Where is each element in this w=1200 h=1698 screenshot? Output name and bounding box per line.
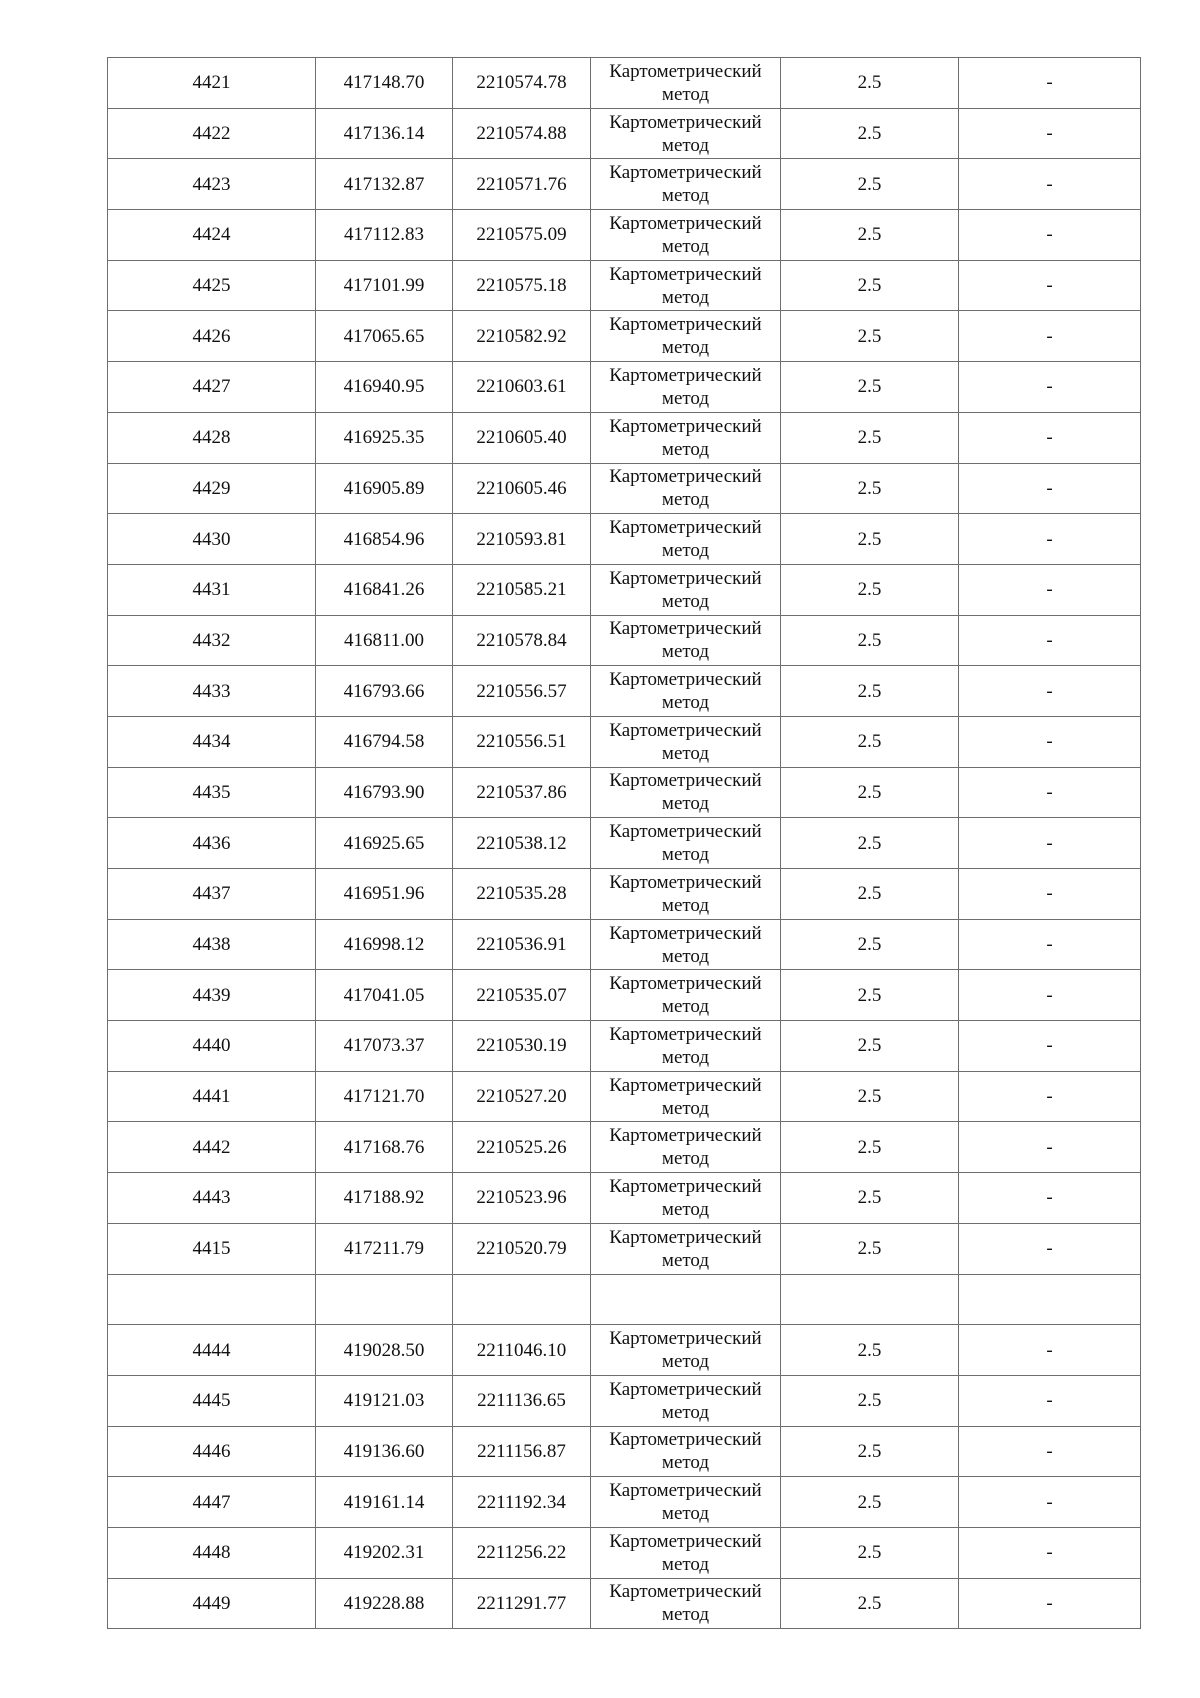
method-line-2: метод <box>661 1148 710 1170</box>
point-number-cell: 4421 <box>108 58 316 109</box>
table-row <box>108 919 1141 970</box>
empty-cell <box>108 1274 316 1325</box>
y-coordinate-cell: 2211291.77 <box>453 1578 591 1629</box>
note-cell: - <box>959 412 1141 463</box>
table-row <box>108 1122 1141 1173</box>
accuracy-cell: 2.5 <box>781 1426 959 1477</box>
point-number-cell: 4444 <box>108 1325 316 1376</box>
separator-row <box>108 1274 1141 1325</box>
table-row <box>108 1021 1141 1072</box>
y-coordinate-cell: 2211256.22 <box>453 1527 591 1578</box>
method-line-1: Картометрический <box>609 1328 762 1350</box>
method-line-2: метод <box>661 641 710 663</box>
method-line-1: Картометрический <box>609 1530 762 1552</box>
note-cell: - <box>959 463 1141 514</box>
method-line-1: Картометрический <box>609 567 762 589</box>
coordinates-table <box>107 57 1141 1629</box>
method-cell <box>591 463 781 514</box>
note-cell: - <box>959 159 1141 210</box>
method-line-1: Картометрический <box>609 770 762 792</box>
point-number-cell: 4449 <box>108 1578 316 1629</box>
method-line-1: Картометрический <box>609 1226 762 1248</box>
y-coordinate-cell: 2210536.91 <box>453 919 591 970</box>
x-coordinate-cell: 417132.87 <box>316 159 453 210</box>
accuracy-cell: 2.5 <box>781 514 959 565</box>
method-line-2: метод <box>661 438 710 460</box>
table-row <box>108 818 1141 869</box>
table-row <box>108 108 1141 159</box>
y-coordinate-cell: 2211046.10 <box>453 1325 591 1376</box>
method-line-2: метод <box>661 540 710 562</box>
point-number-cell: 4448 <box>108 1527 316 1578</box>
x-coordinate-cell: 417121.70 <box>316 1071 453 1122</box>
method-line-2: метод <box>661 945 710 967</box>
note-cell: - <box>959 818 1141 869</box>
point-number-cell: 4443 <box>108 1173 316 1224</box>
accuracy-cell: 2.5 <box>781 108 959 159</box>
note-cell: - <box>959 666 1141 717</box>
y-coordinate-cell: 2210605.40 <box>453 412 591 463</box>
method-line-1: Картометрический <box>609 1480 762 1502</box>
y-coordinate-cell: 2210578.84 <box>453 615 591 666</box>
y-coordinate-cell: 2211156.87 <box>453 1426 591 1477</box>
method-cell <box>591 1071 781 1122</box>
y-coordinate-cell: 2210535.28 <box>453 869 591 920</box>
method-line-1: Картометрический <box>609 314 762 336</box>
x-coordinate-cell: 417188.92 <box>316 1173 453 1224</box>
point-number-cell: 4423 <box>108 159 316 210</box>
method-line-1: Картометрический <box>609 466 762 488</box>
method-line-1: Картометрический <box>609 517 762 539</box>
x-coordinate-cell: 417168.76 <box>316 1122 453 1173</box>
note-cell: - <box>959 362 1141 413</box>
accuracy-cell: 2.5 <box>781 260 959 311</box>
table-row <box>108 666 1141 717</box>
accuracy-cell: 2.5 <box>781 1527 959 1578</box>
table-row <box>108 716 1141 767</box>
table-row <box>108 1223 1141 1274</box>
method-cell <box>591 818 781 869</box>
method-cell <box>591 1375 781 1426</box>
method-cell <box>591 362 781 413</box>
table-row <box>108 412 1141 463</box>
note-cell: - <box>959 1071 1141 1122</box>
method-line-1: Картометрический <box>609 1125 762 1147</box>
point-number-cell: 4439 <box>108 970 316 1021</box>
table-row <box>108 1071 1141 1122</box>
method-line-2: метод <box>661 996 710 1018</box>
table-row <box>108 1477 1141 1528</box>
note-cell: - <box>959 1122 1141 1173</box>
method-line-2: метод <box>661 1097 710 1119</box>
y-coordinate-cell: 2210582.92 <box>453 311 591 362</box>
method-line-1: Картометрический <box>609 1023 762 1045</box>
note-cell: - <box>959 1578 1141 1629</box>
table-row <box>108 1527 1141 1578</box>
point-number-cell: 4433 <box>108 666 316 717</box>
method-line-2: метод <box>661 1553 710 1575</box>
y-coordinate-cell: 2211136.65 <box>453 1375 591 1426</box>
method-line-1: Картометрический <box>609 263 762 285</box>
note-cell: - <box>959 1426 1141 1477</box>
point-number-cell: 4435 <box>108 767 316 818</box>
table-row <box>108 1325 1141 1376</box>
method-cell <box>591 108 781 159</box>
x-coordinate-cell: 417101.99 <box>316 260 453 311</box>
method-line-2: метод <box>661 894 710 916</box>
point-number-cell: 4415 <box>108 1223 316 1274</box>
note-cell: - <box>959 919 1141 970</box>
x-coordinate-cell: 419228.88 <box>316 1578 453 1629</box>
x-coordinate-cell: 419028.50 <box>316 1325 453 1376</box>
accuracy-cell: 2.5 <box>781 767 959 818</box>
x-coordinate-cell: 416854.96 <box>316 514 453 565</box>
point-number-cell: 4437 <box>108 869 316 920</box>
x-coordinate-cell: 417148.70 <box>316 58 453 109</box>
method-cell <box>591 1021 781 1072</box>
x-coordinate-cell: 416905.89 <box>316 463 453 514</box>
empty-cell <box>781 1274 959 1325</box>
method-line-2: метод <box>661 1198 710 1220</box>
method-line-1: Картометрический <box>609 871 762 893</box>
method-line-1: Картометрический <box>609 973 762 995</box>
x-coordinate-cell: 417211.79 <box>316 1223 453 1274</box>
y-coordinate-cell: 2210575.09 <box>453 210 591 261</box>
point-number-cell: 4438 <box>108 919 316 970</box>
method-cell <box>591 1578 781 1629</box>
accuracy-cell: 2.5 <box>781 159 959 210</box>
method-line-1: Картометрический <box>609 618 762 640</box>
accuracy-cell: 2.5 <box>781 818 959 869</box>
table-row <box>108 970 1141 1021</box>
x-coordinate-cell: 417041.05 <box>316 970 453 1021</box>
table-row <box>108 1375 1141 1426</box>
note-cell: - <box>959 1477 1141 1528</box>
accuracy-cell: 2.5 <box>781 970 959 1021</box>
accuracy-cell: 2.5 <box>781 1375 959 1426</box>
method-line-2: метод <box>661 387 710 409</box>
point-number-cell: 4442 <box>108 1122 316 1173</box>
note-cell: - <box>959 564 1141 615</box>
note-cell: - <box>959 1223 1141 1274</box>
method-cell <box>591 564 781 615</box>
method-cell <box>591 1223 781 1274</box>
accuracy-cell: 2.5 <box>781 463 959 514</box>
method-cell <box>591 716 781 767</box>
x-coordinate-cell: 416925.65 <box>316 818 453 869</box>
method-cell <box>591 1477 781 1528</box>
method-cell <box>591 159 781 210</box>
method-line-2: метод <box>661 1401 710 1423</box>
table-row <box>108 311 1141 362</box>
method-cell <box>591 1527 781 1578</box>
x-coordinate-cell: 419136.60 <box>316 1426 453 1477</box>
method-line-2: метод <box>661 235 710 257</box>
note-cell: - <box>959 260 1141 311</box>
accuracy-cell: 2.5 <box>781 1122 959 1173</box>
accuracy-cell: 2.5 <box>781 1477 959 1528</box>
y-coordinate-cell: 2210574.88 <box>453 108 591 159</box>
note-cell: - <box>959 108 1141 159</box>
method-line-2: метод <box>661 1351 710 1373</box>
note-cell: - <box>959 210 1141 261</box>
point-number-cell: 4428 <box>108 412 316 463</box>
accuracy-cell: 2.5 <box>781 666 959 717</box>
method-line-2: метод <box>661 83 710 105</box>
y-coordinate-cell: 2210575.18 <box>453 260 591 311</box>
table-row <box>108 362 1141 413</box>
point-number-cell: 4422 <box>108 108 316 159</box>
method-line-1: Картометрический <box>609 821 762 843</box>
y-coordinate-cell: 2210523.96 <box>453 1173 591 1224</box>
point-number-cell: 4447 <box>108 1477 316 1528</box>
method-cell <box>591 919 781 970</box>
x-coordinate-cell: 416793.90 <box>316 767 453 818</box>
method-line-1: Картометрический <box>609 162 762 184</box>
y-coordinate-cell: 2210556.51 <box>453 716 591 767</box>
note-cell: - <box>959 970 1141 1021</box>
x-coordinate-cell: 416951.96 <box>316 869 453 920</box>
x-coordinate-cell: 416793.66 <box>316 666 453 717</box>
accuracy-cell: 2.5 <box>781 58 959 109</box>
table-row <box>108 159 1141 210</box>
point-number-cell: 4432 <box>108 615 316 666</box>
note-cell: - <box>959 514 1141 565</box>
empty-cell <box>591 1274 781 1325</box>
accuracy-cell: 2.5 <box>781 311 959 362</box>
point-number-cell: 4445 <box>108 1375 316 1426</box>
point-number-cell: 4441 <box>108 1071 316 1122</box>
method-cell <box>591 1325 781 1376</box>
method-line-2: метод <box>661 134 710 156</box>
empty-cell <box>316 1274 453 1325</box>
point-number-cell: 4440 <box>108 1021 316 1072</box>
method-line-1: Картометрический <box>609 1581 762 1603</box>
point-number-cell: 4431 <box>108 564 316 615</box>
x-coordinate-cell: 416925.35 <box>316 412 453 463</box>
y-coordinate-cell: 2210605.46 <box>453 463 591 514</box>
point-number-cell: 4426 <box>108 311 316 362</box>
method-line-2: метод <box>661 1249 710 1271</box>
method-line-1: Картометрический <box>609 922 762 944</box>
point-number-cell: 4430 <box>108 514 316 565</box>
y-coordinate-cell: 2210538.12 <box>453 818 591 869</box>
note-cell: - <box>959 1325 1141 1376</box>
accuracy-cell: 2.5 <box>781 716 959 767</box>
method-line-2: метод <box>661 1604 710 1626</box>
y-coordinate-cell: 2210525.26 <box>453 1122 591 1173</box>
note-cell: - <box>959 716 1141 767</box>
accuracy-cell: 2.5 <box>781 919 959 970</box>
accuracy-cell: 2.5 <box>781 1223 959 1274</box>
method-line-1: Картометрический <box>609 669 762 691</box>
x-coordinate-cell: 417112.83 <box>316 210 453 261</box>
method-line-2: метод <box>661 185 710 207</box>
accuracy-cell: 2.5 <box>781 1173 959 1224</box>
method-cell <box>591 514 781 565</box>
y-coordinate-cell: 2210527.20 <box>453 1071 591 1122</box>
y-coordinate-cell: 2210556.57 <box>453 666 591 717</box>
method-line-2: метод <box>661 337 710 359</box>
x-coordinate-cell: 416794.58 <box>316 716 453 767</box>
accuracy-cell: 2.5 <box>781 1578 959 1629</box>
table-row <box>108 564 1141 615</box>
method-cell <box>591 1122 781 1173</box>
note-cell: - <box>959 311 1141 362</box>
method-cell <box>591 666 781 717</box>
method-line-2: метод <box>661 793 710 815</box>
coordinates-table-body <box>108 58 1141 1629</box>
note-cell: - <box>959 1021 1141 1072</box>
table-row <box>108 1578 1141 1629</box>
method-line-1: Картометрический <box>609 212 762 234</box>
y-coordinate-cell: 2210537.86 <box>453 767 591 818</box>
accuracy-cell: 2.5 <box>781 1325 959 1376</box>
y-coordinate-cell: 2211192.34 <box>453 1477 591 1528</box>
x-coordinate-cell: 416998.12 <box>316 919 453 970</box>
accuracy-cell: 2.5 <box>781 1021 959 1072</box>
method-line-2: метод <box>661 590 710 612</box>
table-row <box>108 463 1141 514</box>
method-cell <box>591 58 781 109</box>
table-row <box>108 58 1141 109</box>
method-cell <box>591 210 781 261</box>
point-number-cell: 4434 <box>108 716 316 767</box>
x-coordinate-cell: 416841.26 <box>316 564 453 615</box>
note-cell: - <box>959 1527 1141 1578</box>
y-coordinate-cell: 2210530.19 <box>453 1021 591 1072</box>
point-number-cell: 4424 <box>108 210 316 261</box>
point-number-cell: 4427 <box>108 362 316 413</box>
accuracy-cell: 2.5 <box>781 564 959 615</box>
method-cell <box>591 412 781 463</box>
method-line-1: Картометрический <box>609 364 762 386</box>
method-cell <box>591 311 781 362</box>
method-cell <box>591 970 781 1021</box>
accuracy-cell: 2.5 <box>781 210 959 261</box>
x-coordinate-cell: 416811.00 <box>316 615 453 666</box>
method-line-1: Картометрический <box>609 1175 762 1197</box>
method-line-2: метод <box>661 742 710 764</box>
method-line-1: Картометрический <box>609 415 762 437</box>
y-coordinate-cell: 2210585.21 <box>453 564 591 615</box>
table-row <box>108 1426 1141 1477</box>
table-row <box>108 514 1141 565</box>
method-line-1: Картометрический <box>609 719 762 741</box>
table-row <box>108 767 1141 818</box>
method-cell <box>591 615 781 666</box>
x-coordinate-cell: 417136.14 <box>316 108 453 159</box>
method-line-2: метод <box>661 844 710 866</box>
y-coordinate-cell: 2210593.81 <box>453 514 591 565</box>
empty-cell <box>453 1274 591 1325</box>
table-row <box>108 1173 1141 1224</box>
method-line-1: Картометрический <box>609 1429 762 1451</box>
method-line-1: Картометрический <box>609 1378 762 1400</box>
x-coordinate-cell: 416940.95 <box>316 362 453 413</box>
method-line-2: метод <box>661 489 710 511</box>
method-cell <box>591 767 781 818</box>
method-line-2: метод <box>661 1503 710 1525</box>
x-coordinate-cell: 417073.37 <box>316 1021 453 1072</box>
table-row <box>108 260 1141 311</box>
x-coordinate-cell: 419161.14 <box>316 1477 453 1528</box>
note-cell: - <box>959 615 1141 666</box>
accuracy-cell: 2.5 <box>781 412 959 463</box>
method-cell <box>591 260 781 311</box>
accuracy-cell: 2.5 <box>781 1071 959 1122</box>
method-line-1: Картометрический <box>609 60 762 82</box>
x-coordinate-cell: 419121.03 <box>316 1375 453 1426</box>
note-cell: - <box>959 869 1141 920</box>
point-number-cell: 4429 <box>108 463 316 514</box>
point-number-cell: 4446 <box>108 1426 316 1477</box>
accuracy-cell: 2.5 <box>781 615 959 666</box>
method-line-2: метод <box>661 1046 710 1068</box>
x-coordinate-cell: 417065.65 <box>316 311 453 362</box>
x-coordinate-cell: 419202.31 <box>316 1527 453 1578</box>
y-coordinate-cell: 2210603.61 <box>453 362 591 413</box>
note-cell: - <box>959 767 1141 818</box>
accuracy-cell: 2.5 <box>781 362 959 413</box>
table-row <box>108 869 1141 920</box>
point-number-cell: 4436 <box>108 818 316 869</box>
accuracy-cell: 2.5 <box>781 869 959 920</box>
y-coordinate-cell: 2210535.07 <box>453 970 591 1021</box>
note-cell: - <box>959 58 1141 109</box>
method-cell <box>591 1173 781 1224</box>
y-coordinate-cell: 2210574.78 <box>453 58 591 109</box>
y-coordinate-cell: 2210520.79 <box>453 1223 591 1274</box>
method-line-1: Картометрический <box>609 1074 762 1096</box>
point-number-cell: 4425 <box>108 260 316 311</box>
method-line-2: метод <box>661 692 710 714</box>
note-cell: - <box>959 1173 1141 1224</box>
table-row <box>108 615 1141 666</box>
note-cell: - <box>959 1375 1141 1426</box>
y-coordinate-cell: 2210571.76 <box>453 159 591 210</box>
method-line-1: Картометрический <box>609 111 762 133</box>
method-cell <box>591 1426 781 1477</box>
method-line-2: метод <box>661 1452 710 1474</box>
empty-cell <box>959 1274 1141 1325</box>
method-cell <box>591 869 781 920</box>
table-row <box>108 210 1141 261</box>
method-line-2: метод <box>661 286 710 308</box>
